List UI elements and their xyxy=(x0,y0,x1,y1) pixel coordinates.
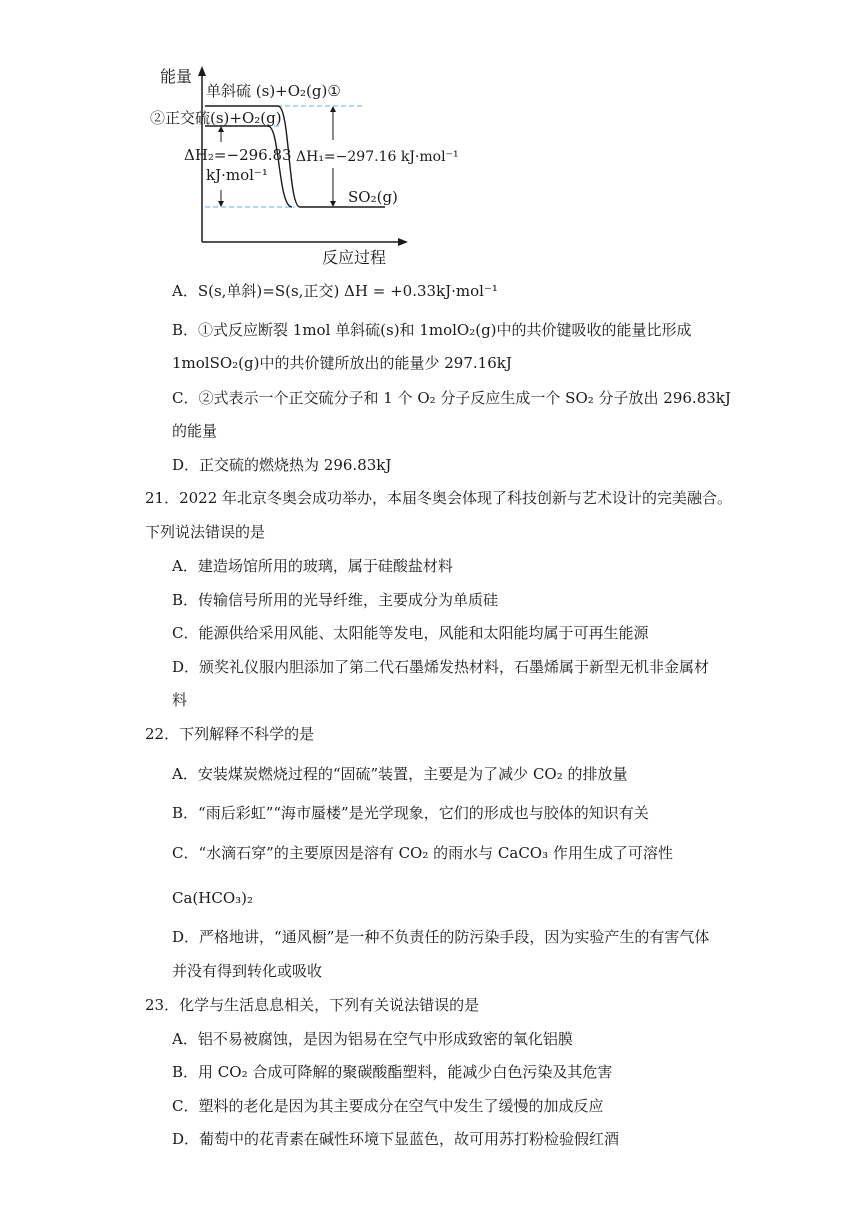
dh1-arrow-up xyxy=(330,106,336,112)
dh2-arrow-down xyxy=(218,201,224,207)
dh2-unit-label: kJ·mol⁻¹ xyxy=(206,166,268,184)
q20-option-c: C．②式表示一个正交硫分子和 1 个 O₂ 分子反应生成一个 SO₂ 分子放出 296.83kJ xyxy=(172,389,731,407)
q22-option-d: D．严格地讲，“通风橱”是一种不负责任的防污染手段，因为实验产生的有害气体 xyxy=(172,928,710,946)
q23-option-d: D．葡萄中的花青素在碱性环境下显蓝色，故可用苏打粉检验假红酒 xyxy=(172,1130,620,1148)
x-axis-label: 反应过程 xyxy=(322,248,387,267)
q22-option-a: A．安装煤炭燃烧过程的“固硫”装置，主要是为了减少 CO₂ 的排放量 xyxy=(172,765,628,783)
rhombic-label: ②正交硫(s)+O₂(g) xyxy=(150,109,282,127)
q23-option-c: C．塑料的老化是因为其主要成分在空气中发生了缓慢的加成反应 xyxy=(172,1097,604,1115)
q21-stem-cont: 下列说法错误的是 xyxy=(145,523,266,541)
dh1-arrow-down xyxy=(330,201,336,207)
q21-option-b: B．传输信号所用的光导纤维，主要成分为单质硅 xyxy=(172,591,499,609)
dh1-label: ΔH₁=−297.16 kJ·mol⁻¹ xyxy=(296,149,459,165)
q20-option-c-cont: 的能量 xyxy=(172,422,218,440)
q21-option-d-cont: 料 xyxy=(172,691,188,709)
so2-label: SO₂(g) xyxy=(348,188,398,206)
monoclinic-label: 单斜硫 (s)+O₂(g)① xyxy=(206,82,341,100)
energy-diagram xyxy=(150,60,459,270)
q23-option-a: A．铝不易被腐蚀，是因为铝易在空气中形成致密的氧化铝膜 xyxy=(172,1030,573,1048)
q21-stem: 21．2022 年北京冬奥会成功举办，本届冬奥会体现了科技创新与艺术设计的完美融合。 xyxy=(145,489,733,507)
q22-option-d-cont: 并没有得到转化或吸收 xyxy=(172,962,323,980)
q20-option-a: A．S(s,单斜)=S(s,正交) ΔH = +0.33kJ·mol⁻¹ xyxy=(172,282,498,300)
y-axis-label: 能量 xyxy=(160,67,193,86)
q20-option-b: B．①式反应断裂 1mol 单斜硫(s)和 1molO₂(g)中的共价键吸收的能量比形成 xyxy=(172,321,692,339)
q22-option-c: C．“水滴石穿”的主要原因是溶有 CO₂ 的雨水与 CaCO₃ 作用生成了可溶性 xyxy=(172,844,673,862)
q20-option-d: D．正交硫的燃烧热为 296.83kJ xyxy=(172,456,392,474)
q21-option-c: C．能源供给采用风能、太阳能等发电，风能和太阳能均属于可再生能源 xyxy=(172,624,649,642)
q21-option-a: A．建造场馆所用的玻璃，属于硅酸盐材料 xyxy=(172,557,453,575)
x-axis-arrow xyxy=(398,238,408,246)
q22-stem: 22．下列解释不科学的是 xyxy=(145,725,315,743)
q23-option-b: B．用 CO₂ 合成可降解的聚碳酸酯塑料，能减少白色污染及其危害 xyxy=(172,1063,613,1081)
q23-stem: 23．化学与生活息息相关，下列有关说法错误的是 xyxy=(145,996,480,1014)
q20-option-b-cont: 1molSO₂(g)中的共价键所放出的能量少 297.16kJ xyxy=(172,354,512,372)
y-axis-arrow xyxy=(198,66,206,76)
dh2-label: ΔH₂=−296.83 xyxy=(184,146,292,164)
q22-option-c-cont: Ca(HCO₃)₂ xyxy=(172,889,254,907)
q21-option-d: D．颁奖礼仪服内胆添加了第二代石墨烯发热材料，石墨烯属于新型无机非金属材 xyxy=(172,658,710,676)
q22-option-b: B．“雨后彩虹”“海市蜃楼”是光学现象，它们的形成也与胶体的知识有关 xyxy=(172,804,649,822)
